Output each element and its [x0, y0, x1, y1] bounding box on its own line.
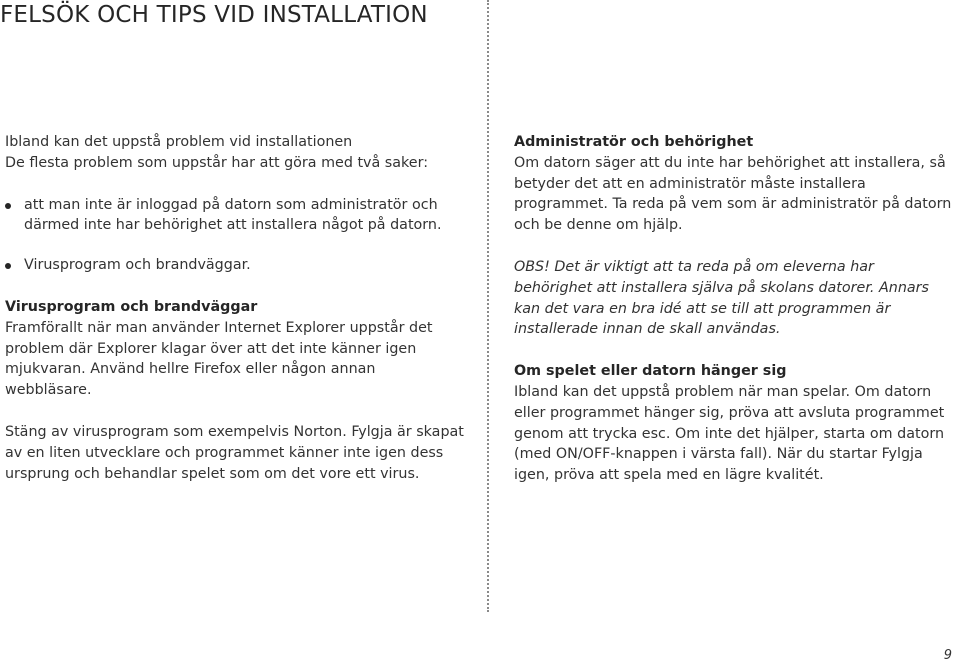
- list-item-text: att man inte är inloggad på datorn som administratör och därmed inte har behörighet att installera något på datorn.: [24, 196, 442, 234]
- problem-list: [5, 195, 465, 276]
- obs-note: OBS! Det är viktigt att ta reda på om eleverna har behörighet att installera själva på skolans datorer. Annars kan det vara en bra idé att se till att programmen är installerade innan de skall användas.: [514, 258, 929, 338]
- column-divider: [487, 0, 489, 612]
- list-item-text: Virusprogram och brandväggar.: [24, 257, 251, 274]
- norton-text: Stäng av virusprogram som exempelvis Norton. Fylgja är skapat av en liten utvecklare och programmet känner inte igen dess ursprung och behandlar spelet som om det vore ett virus.: [5, 423, 464, 482]
- spacer: [514, 236, 954, 257]
- antivirus-heading: Virusprogram och brandväggar: [5, 298, 258, 315]
- spacer: [5, 401, 465, 422]
- list-item: [5, 255, 465, 276]
- admin-text: Om datorn säger att du inte har behörighet att installera, så betyder det att en administratör måste installera programmet. Ta reda på vem som är administratör på datorn och be denne om hjälp.: [514, 154, 952, 234]
- right-column: [514, 132, 954, 486]
- intro-line-2: De flesta problem som uppstår har att göra med två saker:: [5, 154, 429, 171]
- page-title: FELSÖK OCH TIPS VID INSTALLATION: [0, 2, 428, 28]
- intro-line-1: Ibland kan det uppstå problem vid installationen: [5, 134, 353, 150]
- spacer: [5, 174, 465, 195]
- left-column: [5, 132, 465, 484]
- hang-text: Ibland kan det uppstå problem när man spelar. Om datorn eller programmet hänger sig, pröva att avsluta programmet genom att trycka esc. Om inte det hjälper, starta om datorn (med ON/OFF-knappen i värsta fall). När du startar Fylgja igen, pröva att spela med en lägre kvalitét.: [514, 383, 945, 484]
- bullet-icon: [5, 263, 11, 269]
- bullet-icon: [5, 203, 11, 209]
- hang-heading: Om spelet eller datorn hänger sig: [514, 363, 787, 380]
- spacer: [5, 276, 465, 297]
- list-item: [5, 195, 465, 237]
- antivirus-text: Framförallt när man använder Internet Explorer uppstår det problem där Explorer klagar över att det inte känner igen mjukvaran. Använd hellre Firefox eller någon annan webbläsare.: [5, 319, 433, 399]
- spacer: [514, 340, 954, 361]
- page-number: 9: [943, 648, 952, 663]
- admin-heading: Administratör och behörighet: [514, 134, 754, 150]
